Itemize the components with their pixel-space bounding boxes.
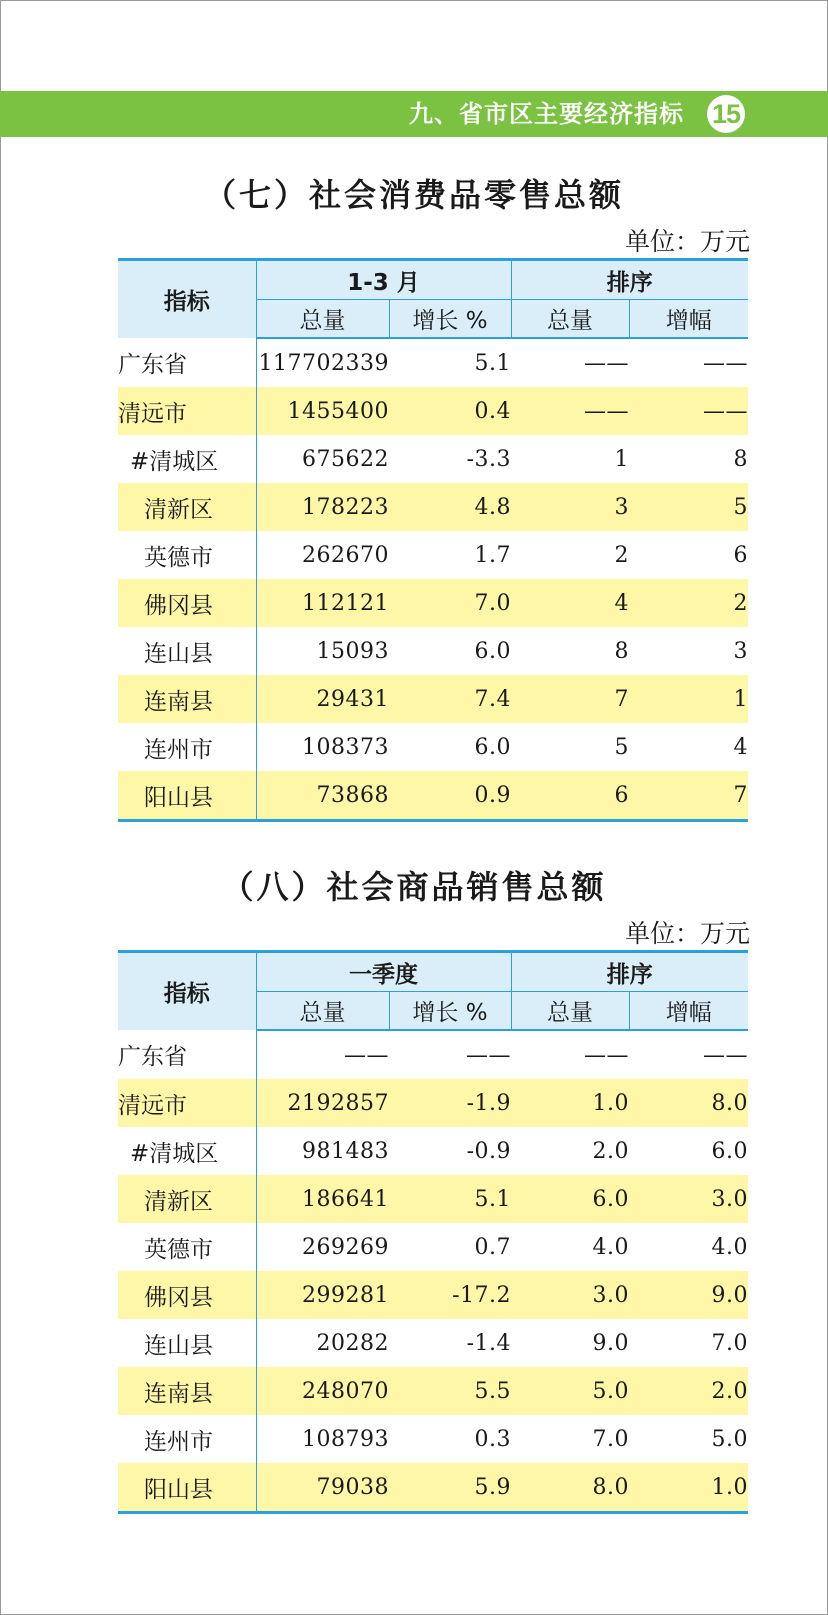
cell-total: 981483 [302,1138,389,1164]
cell-growth: 5.1 [389,1175,511,1223]
table-row [118,1463,748,1513]
cell-rank-total: —— [584,1042,629,1068]
row-name: 佛冈县 [118,1271,256,1319]
row-name: 连山县 [118,627,256,675]
cell-rank-total: 3 [511,483,629,531]
cell-rank-growth: 2.0 [629,1367,748,1415]
cell-growth: 7.0 [389,579,511,627]
cell-total: 269269 [302,1234,389,1260]
cell-growth: 6.0 [474,638,511,664]
header-period-group: 1-3 月 [256,260,511,300]
header-rank-group: 排序 [511,952,748,992]
cell-rank-total: 1 [614,446,629,472]
cell-rank-growth: —— [703,1042,748,1068]
table-row [118,387,748,435]
cell-growth: —— [466,1042,511,1068]
table-row [118,435,748,483]
section2-title: （八）社会商品销售总额 [221,868,607,906]
cell-rank-growth: 3.0 [629,1175,748,1223]
table-row [118,483,748,531]
cell-growth: -1.4 [466,1330,511,1356]
cell-rank-total: 8.0 [511,1463,629,1513]
row-name: 佛冈县 [118,579,256,627]
table-row [118,1079,748,1127]
cell-rank-total: 2 [614,542,629,568]
table-row [118,675,748,723]
cell-total: 1455400 [256,387,389,435]
cell-total: 15093 [316,638,389,664]
cell-rank-growth: 5.0 [711,1426,748,1452]
cell-total: —— [344,1042,389,1068]
cell-rank-growth: 8.0 [629,1079,748,1127]
table-row [118,1415,748,1463]
table-row [118,338,748,387]
cell-rank-growth: 6 [733,542,748,568]
row-name: 连南县 [118,675,256,723]
table-row [118,627,748,675]
table-row [118,1127,748,1175]
cell-total: 108793 [302,1426,389,1452]
cell-rank-growth: 3 [733,638,748,664]
cell-rank-growth: 1 [629,675,748,723]
cell-total: 186641 [256,1175,389,1223]
cell-total: 178223 [256,483,389,531]
cell-rank-growth: 6.0 [711,1138,748,1164]
cell-growth: 0.3 [474,1426,511,1452]
page-number-badge: 15 [707,95,745,133]
cell-rank-total: 2.0 [592,1138,629,1164]
row-name: 清远市 [118,387,256,435]
cell-rank-growth: 7.0 [711,1330,748,1356]
table-row [118,1319,748,1367]
cell-rank-total: —— [511,387,629,435]
row-name: 连州市 [118,1415,256,1463]
cell-total: 248070 [256,1367,389,1415]
cell-growth: 5.9 [389,1463,511,1513]
header-rank-total: 总量 [511,992,629,1031]
header-total: 总量 [256,300,389,339]
row-name: 阳山县 [118,1463,256,1513]
row-name: 清远市 [118,1079,256,1127]
header-growth: 增长 % [389,300,511,339]
cell-growth: -3.3 [466,446,511,472]
row-name: 阳山县 [118,771,256,821]
cell-rank-total: 7 [511,675,629,723]
table-row [118,1030,748,1079]
cell-rank-total: 5 [614,734,629,760]
row-name: 连南县 [118,1367,256,1415]
cell-total: 108373 [302,734,389,760]
cell-total: 79038 [256,1463,389,1513]
cell-rank-total: 6.0 [511,1175,629,1223]
row-name: 连山县 [118,1319,256,1367]
cell-total: 112121 [256,579,389,627]
table-row [118,723,748,771]
cell-rank-growth: 7 [629,771,748,821]
table-row [118,771,748,821]
commodity-sales-table [118,950,748,1514]
table-row [118,531,748,579]
header-indicator: 指标 [118,260,256,339]
cell-rank-growth: —— [629,387,748,435]
cell-total: 29431 [256,675,389,723]
cell-growth: 4.8 [389,483,511,531]
cell-growth: 0.9 [389,771,511,821]
table-row [118,1271,748,1319]
cell-rank-growth: 2 [629,579,748,627]
section1-title: （七）社会消费品零售总额 [203,176,624,214]
cell-rank-total: —— [584,350,629,376]
cell-rank-total: 1.0 [511,1079,629,1127]
cell-growth: -1.9 [389,1079,511,1127]
cell-rank-growth: 4 [733,734,748,760]
cell-rank-total: 4.0 [592,1234,629,1260]
cell-total: 262670 [302,542,389,568]
table-row [118,579,748,627]
cell-rank-growth: 4.0 [711,1234,748,1260]
cell-growth: 0.4 [389,387,511,435]
retail-sales-table [118,258,748,822]
row-name: 英德市 [118,1223,256,1271]
cell-rank-total: 3.0 [511,1271,629,1319]
row-name: #清城区 [118,1127,256,1175]
cell-rank-total: 9.0 [592,1330,629,1356]
cell-growth: 5.1 [474,350,511,376]
row-name: #清城区 [118,435,256,483]
chapter-title: 九、省市区主要经济指标 [409,100,684,128]
header-rank-total: 总量 [511,300,629,339]
table-body [118,1030,748,1513]
header-indicator: 指标 [118,952,256,1031]
cell-growth: 6.0 [474,734,511,760]
header-total: 总量 [256,992,389,1031]
cell-rank-total: 5.0 [511,1367,629,1415]
cell-growth: 1.7 [474,542,511,568]
row-name: 广东省 [118,1030,256,1079]
row-name: 广东省 [118,338,256,387]
table-body [118,338,748,821]
row-name: 清新区 [118,1175,256,1223]
cell-rank-total: 7.0 [592,1426,629,1452]
cell-total: 73868 [256,771,389,821]
cell-growth: 5.5 [389,1367,511,1415]
header-rank-group: 排序 [511,260,748,300]
chapter-banner [0,91,828,137]
cell-rank-total: 4 [511,579,629,627]
header-growth: 增长 % [389,992,511,1031]
section1-unit: 单位：万元 [624,227,750,256]
cell-growth: 7.4 [389,675,511,723]
cell-total: 2192857 [256,1079,389,1127]
row-name: 连州市 [118,723,256,771]
cell-total: 117702339 [258,350,389,376]
row-name: 英德市 [118,531,256,579]
cell-total: 20282 [316,1330,389,1356]
cell-rank-growth: 8 [733,446,748,472]
header-period-group: 一季度 [256,952,511,992]
cell-total: 675622 [302,446,389,472]
cell-rank-total: 6 [511,771,629,821]
cell-rank-growth: 5 [629,483,748,531]
cell-total: 299281 [256,1271,389,1319]
section2-unit: 单位：万元 [624,919,750,948]
table-row [118,1223,748,1271]
cell-rank-growth: 1.0 [629,1463,748,1513]
header-rank-growth: 增幅 [629,992,748,1031]
cell-growth: -17.2 [389,1271,511,1319]
header-rank-growth: 增幅 [629,300,748,339]
table-row [118,1367,748,1415]
cell-rank-growth: 9.0 [629,1271,748,1319]
cell-growth: -0.9 [466,1138,511,1164]
cell-rank-growth: —— [703,350,748,376]
cell-growth: 0.7 [474,1234,511,1260]
row-name: 清新区 [118,483,256,531]
cell-rank-total: 8 [614,638,629,664]
table-row [118,1175,748,1223]
